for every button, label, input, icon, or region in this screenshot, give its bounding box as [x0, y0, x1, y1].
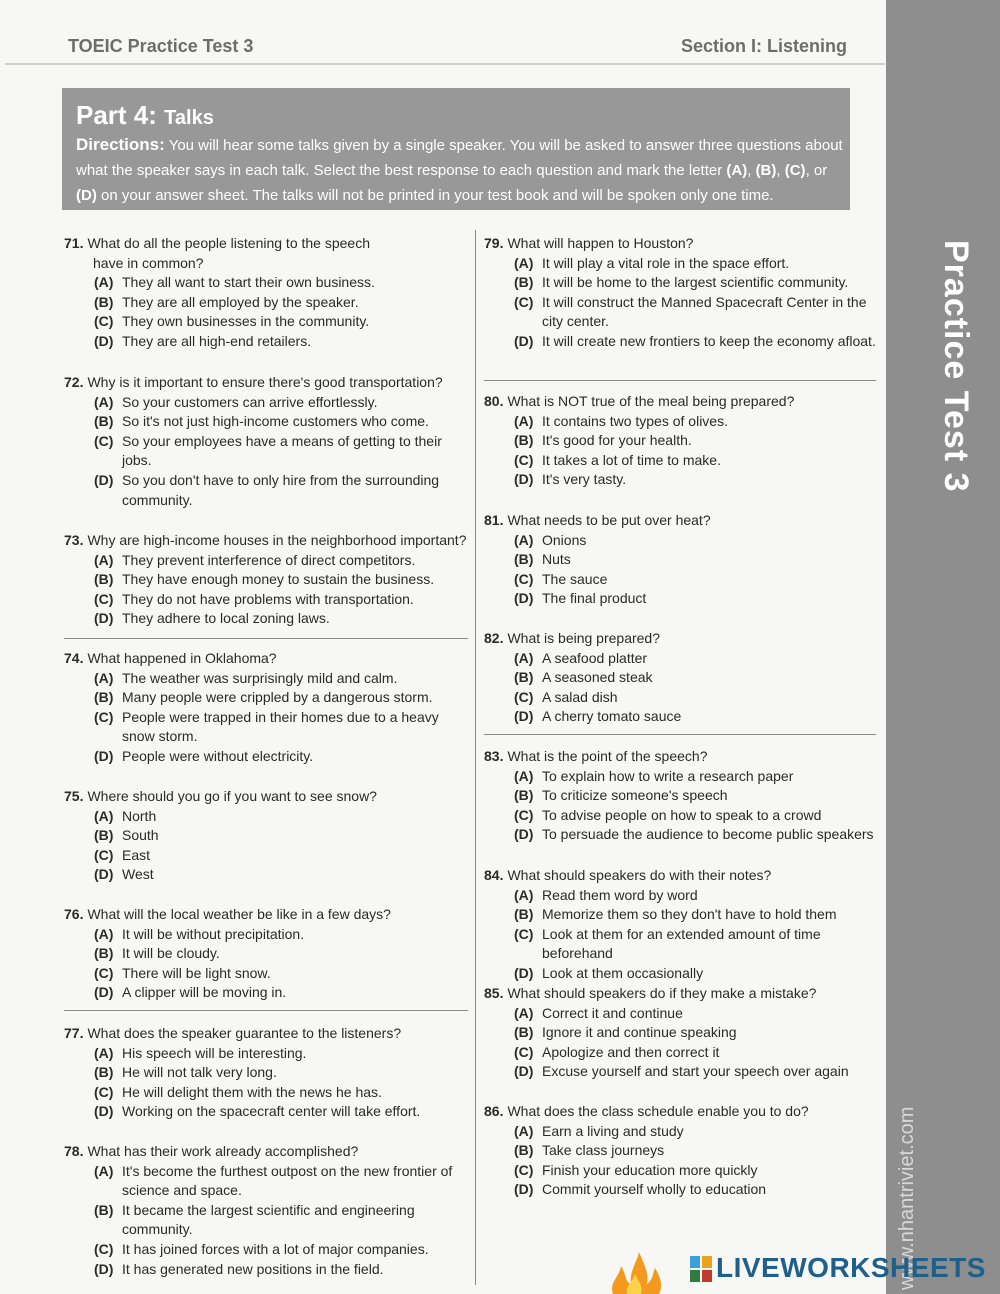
answer-option[interactable]: [484, 668, 884, 688]
answer-option[interactable]: [64, 570, 468, 590]
question-71: [64, 234, 468, 352]
question-number: 73.: [64, 532, 84, 548]
question-text: 85. What should speakers do if they make a mistake?: [484, 985, 817, 1001]
option-letter: (D): [514, 471, 534, 488]
option-letter: (A): [514, 886, 534, 903]
option-text: Look at them for an extended amount of time beforehand: [542, 925, 821, 962]
question-text: 73. Why are high-income houses in the neighborhood important?: [64, 532, 467, 548]
question-77: [64, 1024, 468, 1122]
question-72: [64, 373, 468, 510]
question-group-separator: [64, 1010, 468, 1011]
question-text: 79. What will happen to Houston?: [484, 235, 694, 251]
answer-option[interactable]: [484, 550, 884, 570]
option-letter: (C): [514, 570, 534, 587]
option-letter: (D): [94, 1260, 114, 1277]
option-text: The weather was surprisingly mild and calm.: [122, 669, 398, 686]
option-text: A salad dish: [542, 688, 618, 705]
option-text: Excuse yourself and start your speech over again: [542, 1063, 849, 1080]
answer-option[interactable]: [64, 708, 468, 747]
option-text: It will play a vital role in the space effort.: [542, 254, 790, 271]
directions-box: [62, 88, 850, 210]
question-text: 72. Why is it important to ensure there's good transportation?: [64, 374, 443, 390]
option-text: Nuts: [542, 551, 571, 568]
answer-option[interactable]: [64, 1260, 468, 1280]
option-letter: (A): [94, 807, 114, 824]
option-text: It will be without precipitation.: [122, 925, 305, 942]
answer-option[interactable]: [484, 806, 884, 826]
option-letter: (C): [94, 708, 114, 725]
option-text: Earn a living and study: [542, 1122, 684, 1139]
option-letter: (C): [94, 432, 114, 449]
answer-option[interactable]: [64, 983, 468, 1003]
directions-label: Directions:: [76, 135, 165, 154]
question-number: 83.: [484, 748, 504, 764]
option-text: Read them word by word: [542, 886, 698, 903]
option-text: Memorize them so they don't have to hold them: [542, 906, 837, 923]
answer-option[interactable]: [484, 964, 884, 984]
option-text: They prevent interference of direct competitors.: [122, 551, 416, 568]
question-group-separator: [64, 638, 468, 639]
answer-option[interactable]: [484, 1122, 884, 1142]
question-number: 72.: [64, 374, 84, 390]
letter-d: (D): [76, 187, 97, 204]
question-82: [484, 629, 884, 727]
option-text: It's very tasty.: [542, 471, 627, 488]
option-letter: (D): [514, 590, 534, 607]
option-letter: (D): [94, 332, 114, 349]
option-letter: (B): [514, 551, 534, 568]
directions-body-1: You will hear some talks given by a single speaker. You will be asked to answer three questions about what the speaker says in each talk. Select the best response to each question and mark the letter: [76, 137, 843, 179]
option-text: A cherry tomato sauce: [542, 708, 682, 725]
option-text: There will be light snow.: [122, 964, 271, 981]
answer-option[interactable]: [64, 432, 468, 471]
option-text: Ignore it and continue speaking: [542, 1024, 737, 1041]
section-title: Section I: Listening: [681, 36, 848, 56]
answer-option[interactable]: [484, 886, 884, 906]
answer-option[interactable]: [64, 964, 468, 984]
answer-option[interactable]: [64, 551, 468, 571]
question-number: 86.: [484, 1103, 504, 1119]
answer-option[interactable]: [64, 471, 468, 510]
answer-option[interactable]: [484, 688, 884, 708]
column-divider: [475, 230, 476, 1285]
question-text: 77. What does the speaker guarantee to the listeners?: [64, 1025, 402, 1041]
option-text: A clipper will be moving in.: [122, 984, 287, 1001]
flame-icon: [605, 1252, 665, 1294]
letter-a: (A): [726, 162, 748, 179]
question-number: 79.: [484, 235, 504, 251]
option-letter: (A): [94, 669, 114, 686]
option-letter: (A): [94, 925, 114, 942]
option-letter: (C): [514, 925, 534, 942]
answer-option[interactable]: [484, 767, 884, 787]
option-letter: (A): [94, 274, 114, 291]
question-number: 77.: [64, 1025, 84, 1041]
question-text: 86. What does the class schedule enable you to do?: [484, 1103, 809, 1119]
option-text: It will construct the Manned Spacecraft Center in the city center.: [542, 293, 867, 330]
answer-option[interactable]: [484, 470, 884, 490]
option-letter: (A): [514, 767, 534, 784]
answer-option[interactable]: [64, 669, 468, 689]
option-letter: (A): [514, 412, 534, 429]
question-84: [484, 866, 884, 984]
option-letter: (B): [514, 1024, 534, 1041]
option-text: He will delight them with the news he has.: [122, 1083, 382, 1100]
option-letter: (C): [514, 806, 534, 823]
brand-wordmark: LIVEWORKSHEETS: [716, 1252, 986, 1283]
option-letter: (C): [514, 451, 534, 468]
option-text: It has generated new positions in the field.: [122, 1260, 384, 1277]
answer-option[interactable]: [64, 332, 468, 352]
option-text: So it's not just high-income customers who come.: [122, 413, 429, 430]
option-letter: (C): [94, 1240, 114, 1257]
option-letter: (B): [94, 1201, 114, 1218]
option-text: So your customers can arrive effortlessly.: [122, 393, 378, 410]
option-text: It will create new frontiers to keep the economy afloat.: [542, 332, 876, 349]
answer-option[interactable]: [484, 825, 884, 845]
option-text: A seafood platter: [542, 649, 648, 666]
answer-option[interactable]: [64, 1162, 468, 1201]
question-text: 76. What will the local weather be like in a few days?: [64, 906, 391, 922]
option-letter: (D): [94, 866, 114, 883]
option-letter: (B): [514, 669, 534, 686]
question-text: 80. What is NOT true of the meal being prepared?: [484, 393, 795, 409]
question-text: have in common?: [93, 254, 204, 271]
answer-option[interactable]: [484, 1004, 884, 1024]
part-label: Part 4:: [76, 100, 157, 130]
answer-option[interactable]: [64, 312, 468, 332]
answer-option[interactable]: [64, 846, 468, 866]
answer-option[interactable]: [484, 1141, 884, 1161]
option-letter: (A): [514, 1122, 534, 1139]
option-text: Apologize and then correct it: [542, 1043, 720, 1060]
option-letter: (D): [94, 471, 114, 488]
option-text: They adhere to local zoning laws.: [122, 610, 330, 627]
question-number: 76.: [64, 906, 84, 922]
option-letter: (D): [94, 747, 114, 764]
option-text: Correct it and continue: [542, 1004, 683, 1021]
answer-option[interactable]: [484, 1043, 884, 1063]
answer-option[interactable]: [64, 1083, 468, 1103]
option-letter: (D): [514, 1181, 534, 1198]
answer-option[interactable]: [484, 905, 884, 925]
answer-option[interactable]: [64, 688, 468, 708]
answer-option[interactable]: [64, 1044, 468, 1064]
option-text: Working on the spacecraft center will take effort.: [122, 1103, 421, 1120]
option-letter: (A): [514, 649, 534, 666]
answer-option[interactable]: [484, 786, 884, 806]
answer-option[interactable]: [64, 1063, 468, 1083]
answer-option[interactable]: [64, 747, 468, 767]
answer-option[interactable]: [64, 590, 468, 610]
side-tab-title: Practice Test 3: [937, 240, 975, 493]
option-letter: (C): [514, 688, 534, 705]
question-text: 81. What needs to be put over heat?: [484, 512, 711, 528]
option-letter: (B): [94, 1064, 114, 1081]
option-text: It's become the furthest outpost on the new frontier of science and space.: [122, 1162, 453, 1199]
question-text: 71. What do all the people listening to the speech: [64, 235, 370, 251]
option-text: It takes a lot of time to make.: [542, 451, 721, 468]
liveworksheets-logo-icon: [690, 1256, 712, 1282]
test-title: TOEIC Practice Test 3: [68, 36, 254, 56]
option-letter: (A): [514, 1004, 534, 1021]
option-text: They all want to start their own business.: [122, 274, 375, 291]
answer-option[interactable]: [64, 1201, 468, 1240]
question-number: 82.: [484, 630, 504, 646]
question-text: 82. What is being prepared?: [484, 630, 661, 646]
option-text: Many people were crippled by a dangerous storm.: [122, 689, 433, 706]
option-letter: (B): [514, 787, 534, 804]
option-letter: (C): [94, 846, 114, 863]
option-letter: (C): [94, 590, 114, 607]
option-text: The final product: [542, 590, 647, 607]
option-text: A seasoned steak: [542, 669, 653, 686]
question-number: 85.: [484, 985, 504, 1001]
option-text: To persuade the audience to become public speakers: [542, 826, 874, 843]
option-letter: (D): [514, 708, 534, 725]
answer-option[interactable]: [484, 925, 884, 964]
answer-option[interactable]: [64, 609, 468, 629]
option-letter: (B): [514, 1142, 534, 1159]
option-letter: (B): [94, 827, 114, 844]
question-group-separator: [484, 380, 876, 381]
question-79: [484, 234, 884, 352]
option-letter: (A): [94, 1162, 114, 1179]
option-text: They do not have problems with transportation.: [122, 590, 414, 607]
option-letter: (B): [94, 571, 114, 588]
option-letter: (C): [94, 313, 114, 330]
option-letter: (D): [514, 1063, 534, 1080]
question-text: 75. Where should you go if you want to see snow?: [64, 788, 377, 804]
question-number: 71.: [64, 235, 84, 251]
option-text: People were trapped in their homes due to a heavy snow storm.: [122, 708, 439, 745]
option-text: Look at them occasionally: [542, 964, 704, 981]
answer-option[interactable]: [484, 531, 884, 551]
option-text: It's good for your health.: [542, 432, 692, 449]
question-85: [484, 984, 884, 1082]
letter-b: (B): [755, 162, 777, 179]
answer-option[interactable]: [64, 293, 468, 313]
answer-option[interactable]: [484, 1161, 884, 1181]
option-letter: (A): [94, 551, 114, 568]
option-text: Commit yourself wholly to education: [542, 1181, 767, 1198]
answer-option[interactable]: [484, 570, 884, 590]
question-76: [64, 905, 468, 1003]
question-83: [484, 747, 884, 845]
side-tab: [886, 0, 1000, 1294]
option-text: To advise people on how to speak to a crowd: [542, 806, 822, 823]
answer-option[interactable]: [64, 412, 468, 432]
option-letter: (A): [94, 393, 114, 410]
option-text: People were without electricity.: [122, 747, 314, 764]
option-letter: (D): [514, 826, 534, 843]
part-heading: [76, 100, 214, 131]
option-text: West: [122, 866, 154, 883]
option-letter: (D): [94, 610, 114, 627]
option-letter: (B): [514, 432, 534, 449]
question-number: 84.: [484, 867, 504, 883]
option-letter: (D): [94, 984, 114, 1001]
option-letter: (C): [514, 293, 534, 310]
question-number: 81.: [484, 512, 504, 528]
answer-option[interactable]: [484, 451, 884, 471]
part-name: Talks: [164, 107, 214, 129]
option-text: It contains two types of olives.: [542, 412, 728, 429]
answer-option[interactable]: [484, 1062, 884, 1082]
option-letter: (D): [514, 332, 534, 349]
answer-option[interactable]: [64, 1240, 468, 1260]
option-text: North: [122, 807, 157, 824]
question-number: 74.: [64, 650, 84, 666]
answer-option[interactable]: [64, 925, 468, 945]
option-letter: (B): [514, 906, 534, 923]
header-rule: [5, 63, 885, 65]
answer-option[interactable]: [64, 273, 468, 293]
option-text: They own businesses in the community.: [122, 313, 370, 330]
answer-option[interactable]: [484, 332, 884, 352]
option-text: Onions: [542, 531, 587, 548]
question-78: [64, 1142, 468, 1279]
option-letter: (C): [94, 1083, 114, 1100]
option-letter: (C): [514, 1043, 534, 1060]
option-letter: (A): [94, 1044, 114, 1061]
question-number: 80.: [484, 393, 504, 409]
question-text: 74. What happened in Oklahoma?: [64, 650, 277, 666]
option-text: It will be cloudy.: [122, 945, 220, 962]
answer-option[interactable]: [484, 649, 884, 669]
option-text: To criticize someone's speech: [542, 787, 728, 804]
option-letter: (D): [94, 1103, 114, 1120]
question-text: 83. What is the point of the speech?: [484, 748, 708, 764]
question-number: 78.: [64, 1143, 84, 1159]
option-letter: (C): [94, 964, 114, 981]
answer-option[interactable]: [484, 1023, 884, 1043]
question-number: 75.: [64, 788, 84, 804]
option-text: East: [122, 846, 151, 863]
side-tab-url: www.nhantriviet.com: [896, 1106, 918, 1290]
answer-option[interactable]: [484, 412, 884, 432]
directions-text: Directions: You will hear some talks given by a single speaker. You will be asked to answer three questions about what the speaker says in each talk. Select the best response to each question and mark the letter (A), (B), (C), or (D) on your answer sheet. The talks will not be printed in your test book and will be spoken only one time.: [76, 135, 843, 204]
option-letter: (C): [514, 1161, 534, 1178]
answer-option[interactable]: [484, 1180, 884, 1200]
option-text: They have enough money to sustain the business.: [122, 571, 435, 588]
option-text: They are all high-end retailers.: [122, 332, 312, 349]
answer-option[interactable]: [64, 1102, 468, 1122]
question-group-separator: [484, 734, 876, 735]
option-text: He will not talk very long.: [122, 1064, 277, 1081]
answer-option[interactable]: [64, 393, 468, 413]
answer-option[interactable]: [484, 293, 884, 332]
letter-c: (C): [784, 162, 806, 179]
answer-option[interactable]: [64, 865, 468, 885]
question-80: [484, 392, 884, 490]
answer-option[interactable]: [484, 431, 884, 451]
option-letter: (A): [514, 531, 534, 548]
option-text: So your employees have a means of getting to their jobs.: [122, 432, 442, 469]
option-letter: (D): [514, 964, 534, 981]
question-text: 78. What has their work already accomplished?: [64, 1143, 359, 1159]
answer-option[interactable]: [64, 826, 468, 846]
option-text: The sauce: [542, 570, 608, 587]
option-text: His speech will be interesting.: [122, 1044, 307, 1061]
option-text: South: [122, 827, 159, 844]
option-letter: (B): [94, 945, 114, 962]
option-letter: (A): [514, 254, 534, 271]
answer-option[interactable]: [484, 589, 884, 609]
question-75: [64, 787, 468, 885]
question-text: 84. What should speakers do with their notes?: [484, 867, 772, 883]
answer-option[interactable]: [64, 807, 468, 827]
directions-body-2: on your answer sheet. The talks will not be printed in your test book and will be spoken only one time.: [96, 187, 774, 204]
option-text: Finish your education more quickly: [542, 1161, 758, 1178]
answer-option[interactable]: [484, 707, 884, 727]
question-73: [64, 531, 468, 629]
answer-option[interactable]: [484, 254, 884, 274]
question-74: [64, 649, 468, 767]
option-text: It will be home to the largest scientific community.: [542, 274, 849, 291]
question-86: [484, 1102, 884, 1200]
option-text: Take class journeys: [542, 1142, 665, 1159]
answer-option[interactable]: [484, 273, 884, 293]
question-81: [484, 511, 884, 609]
option-letter: (B): [514, 274, 534, 291]
option-text: To explain how to write a research paper: [542, 767, 794, 784]
option-text: They are all employed by the speaker.: [122, 293, 359, 310]
option-text: It became the largest scientific and engineering community.: [122, 1201, 415, 1238]
option-letter: (B): [94, 293, 114, 310]
option-letter: (B): [94, 689, 114, 706]
option-text: So you don't have to only hire from the surrounding community.: [122, 471, 440, 508]
answer-option[interactable]: [64, 944, 468, 964]
option-text: It has joined forces with a lot of major companies.: [122, 1240, 429, 1257]
option-letter: (B): [94, 413, 114, 430]
